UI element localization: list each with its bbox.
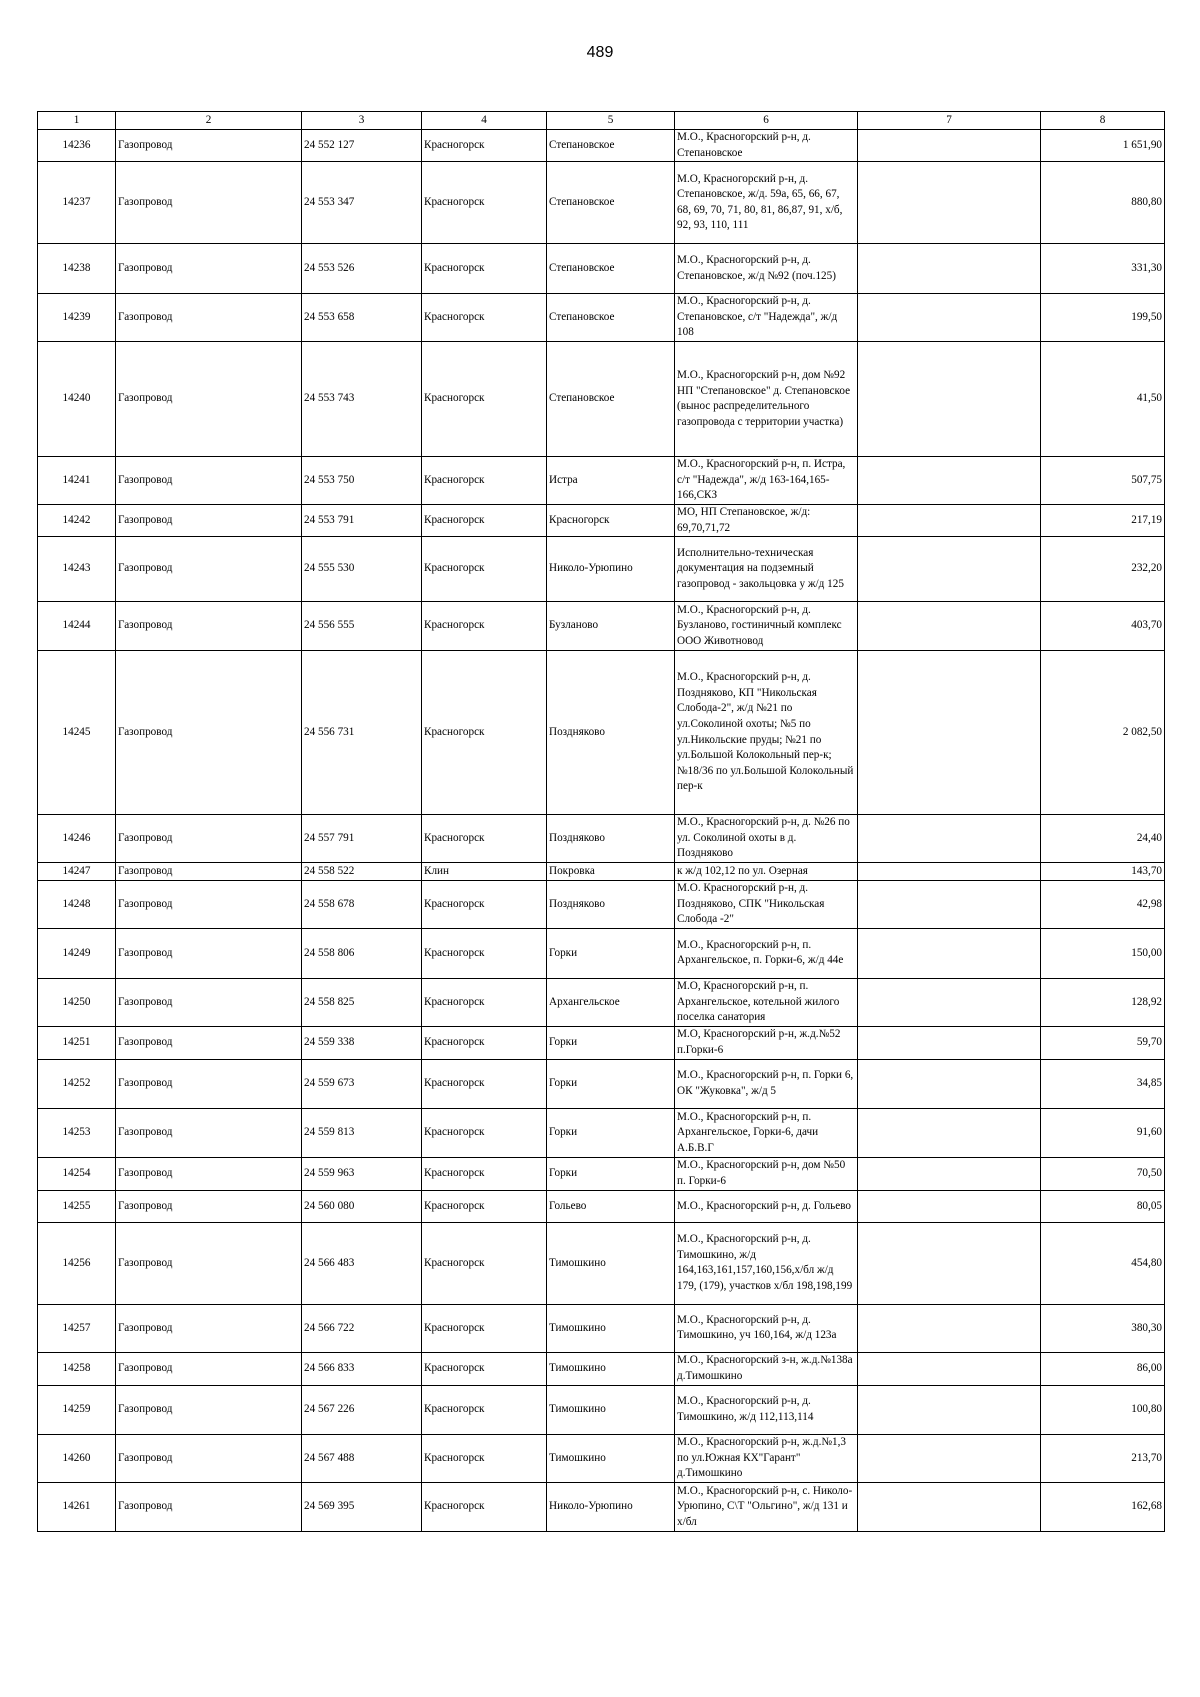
- district-cell: Красногорск: [422, 1482, 547, 1531]
- object-type-cell: Газопровод: [116, 1026, 302, 1059]
- locality-cell: Поздняково: [547, 881, 675, 929]
- note-cell: [858, 457, 1041, 505]
- value-cell: 128,92: [1041, 978, 1165, 1026]
- table-row: [38, 815, 1165, 863]
- object-type-cell: Газопровод: [116, 978, 302, 1026]
- locality-cell: Степановское: [547, 294, 675, 342]
- row-number-cell: 14261: [38, 1482, 116, 1531]
- object-code-cell: 24 558 806: [302, 928, 422, 978]
- address-cell: М.О., Красногорский р-н, д. Тимошкино, уч 160,164, ж/д 123а: [675, 1304, 858, 1352]
- value-cell: 380,30: [1041, 1304, 1165, 1352]
- address-cell: М.О., Красногорский р-н, д. Бузланово, гостиничный комплекс ООО Животновод: [675, 602, 858, 651]
- table-row: [38, 504, 1165, 536]
- column-header: 6: [675, 112, 858, 130]
- value-cell: 2 082,50: [1041, 651, 1165, 815]
- row-number-cell: 14255: [38, 1190, 116, 1222]
- table-row: [38, 881, 1165, 929]
- address-cell: М.О., Красногорский р-н, дом №92 НП "Степановское" д. Степановское (вынос распределительного газопровода с территории участка): [675, 342, 858, 457]
- locality-cell: Тимошкино: [547, 1434, 675, 1482]
- row-number-cell: 14243: [38, 537, 116, 602]
- note-cell: [858, 1108, 1041, 1157]
- object-code-cell: 24 560 080: [302, 1190, 422, 1222]
- object-type-cell: Газопровод: [116, 1222, 302, 1304]
- district-cell: Красногорск: [422, 1190, 547, 1222]
- address-cell: М.О., Красногорский р-н, ж.д.№1,3 по ул.Южная КХ"Гарант" д.Тимошкино: [675, 1434, 858, 1482]
- table-row: [38, 651, 1165, 815]
- row-number-cell: 14237: [38, 162, 116, 244]
- row-number-cell: 14242: [38, 504, 116, 536]
- object-code-cell: 24 559 963: [302, 1157, 422, 1190]
- header-row: [38, 112, 1165, 130]
- note-cell: [858, 881, 1041, 929]
- object-type-cell: Газопровод: [116, 1352, 302, 1385]
- row-number-cell: 14253: [38, 1108, 116, 1157]
- district-cell: Красногорск: [422, 130, 547, 162]
- locality-cell: Тимошкино: [547, 1352, 675, 1385]
- address-cell: М.О., Красногорский р-н, д. Степановское, ж/д №92 (поч.125): [675, 244, 858, 294]
- note-cell: [858, 1352, 1041, 1385]
- locality-cell: Архангельское: [547, 978, 675, 1026]
- table-row: [38, 1385, 1165, 1434]
- address-cell: М.О, Красногорский р-н, п. Архангельское, котельной жилого поселка санатория: [675, 978, 858, 1026]
- table-row: [38, 602, 1165, 651]
- table-row: [38, 294, 1165, 342]
- value-cell: 91,60: [1041, 1108, 1165, 1157]
- address-cell: М.О., Красногорский р-н, с. Николо-Урюпино, С\Т "Ольгино", ж/д 131 и х/бл: [675, 1482, 858, 1531]
- object-code-cell: 24 553 658: [302, 294, 422, 342]
- value-cell: 80,05: [1041, 1190, 1165, 1222]
- district-cell: Красногорск: [422, 504, 547, 536]
- value-cell: 199,50: [1041, 294, 1165, 342]
- district-cell: Красногорск: [422, 1222, 547, 1304]
- object-code-cell: 24 567 226: [302, 1385, 422, 1434]
- object-code-cell: 24 559 813: [302, 1108, 422, 1157]
- address-cell: к ж/д 102,12 по ул. Озерная: [675, 863, 858, 881]
- note-cell: [858, 1304, 1041, 1352]
- locality-cell: Тимошкино: [547, 1222, 675, 1304]
- row-number-cell: 14239: [38, 294, 116, 342]
- note-cell: [858, 130, 1041, 162]
- table-row: [38, 978, 1165, 1026]
- object-type-cell: Газопровод: [116, 162, 302, 244]
- address-cell: М.О., Красногорский р-н, д. Тимошкино, ж/д 164,163,161,157,160,156,х/бл ж/д 179, (179), участков х/бл 198,198,199: [675, 1222, 858, 1304]
- object-type-cell: Газопровод: [116, 537, 302, 602]
- address-cell: М.О., Красногорский р-н, д. Тимошкино, ж/д 112,113,114: [675, 1385, 858, 1434]
- address-cell: М.О. Красногорский р-н, д. Поздняково, СПК "Никольская Слобода -2": [675, 881, 858, 929]
- value-cell: 70,50: [1041, 1157, 1165, 1190]
- object-code-cell: 24 558 825: [302, 978, 422, 1026]
- page-number: 489: [586, 44, 614, 61]
- object-code-cell: 24 556 731: [302, 651, 422, 815]
- table-row: [38, 1026, 1165, 1059]
- object-type-cell: Газопровод: [116, 863, 302, 881]
- registry-table: [37, 111, 1165, 1532]
- table-row: [38, 1304, 1165, 1352]
- note-cell: [858, 928, 1041, 978]
- column-header: 1: [38, 112, 116, 130]
- row-number-cell: 14241: [38, 457, 116, 505]
- object-code-cell: 24 553 750: [302, 457, 422, 505]
- value-cell: 162,68: [1041, 1482, 1165, 1531]
- table-row: [38, 244, 1165, 294]
- district-cell: Красногорск: [422, 244, 547, 294]
- note-cell: [858, 1026, 1041, 1059]
- note-cell: [858, 1434, 1041, 1482]
- note-cell: [858, 504, 1041, 536]
- value-cell: 507,75: [1041, 457, 1165, 505]
- district-cell: Красногорск: [422, 1304, 547, 1352]
- object-type-cell: Газопровод: [116, 244, 302, 294]
- table-row: [38, 1352, 1165, 1385]
- row-number-cell: 14250: [38, 978, 116, 1026]
- value-cell: 24,40: [1041, 815, 1165, 863]
- note-cell: [858, 863, 1041, 881]
- object-type-cell: Газопровод: [116, 1108, 302, 1157]
- table-row: [38, 1190, 1165, 1222]
- object-code-cell: 24 569 395: [302, 1482, 422, 1531]
- note-cell: [858, 1482, 1041, 1531]
- table-row: [38, 1108, 1165, 1157]
- value-cell: 150,00: [1041, 928, 1165, 978]
- object-type-cell: Газопровод: [116, 928, 302, 978]
- locality-cell: Бузланово: [547, 602, 675, 651]
- object-type-cell: Газопровод: [116, 1304, 302, 1352]
- table-body: [38, 130, 1165, 1532]
- district-cell: Красногорск: [422, 815, 547, 863]
- value-cell: 454,80: [1041, 1222, 1165, 1304]
- note-cell: [858, 162, 1041, 244]
- row-number-cell: 14236: [38, 130, 116, 162]
- object-type-cell: Газопровод: [116, 602, 302, 651]
- address-cell: М.О., Красногорский р-н, п. Горки 6, ОК "Жуковка", ж/д 5: [675, 1059, 858, 1108]
- object-code-cell: 24 566 833: [302, 1352, 422, 1385]
- district-cell: Красногорск: [422, 928, 547, 978]
- locality-cell: Тимошкино: [547, 1304, 675, 1352]
- district-cell: Красногорск: [422, 294, 547, 342]
- value-cell: 213,70: [1041, 1434, 1165, 1482]
- object-type-cell: Газопровод: [116, 504, 302, 536]
- district-cell: Красногорск: [422, 651, 547, 815]
- row-number-cell: 14244: [38, 602, 116, 651]
- object-type-cell: Газопровод: [116, 342, 302, 457]
- table-row: [38, 1222, 1165, 1304]
- note-cell: [858, 978, 1041, 1026]
- district-cell: Красногорск: [422, 1352, 547, 1385]
- row-number-cell: 14246: [38, 815, 116, 863]
- district-cell: Красногорск: [422, 1157, 547, 1190]
- object-code-cell: 24 566 483: [302, 1222, 422, 1304]
- district-cell: Клин: [422, 863, 547, 881]
- row-number-cell: 14259: [38, 1385, 116, 1434]
- row-number-cell: 14258: [38, 1352, 116, 1385]
- object-code-cell: 24 553 347: [302, 162, 422, 244]
- object-code-cell: 24 555 530: [302, 537, 422, 602]
- row-number-cell: 14254: [38, 1157, 116, 1190]
- district-cell: Красногорск: [422, 1026, 547, 1059]
- address-cell: М.О., Красногорский р-н, д. Поздняково, КП "Никольская Слобода-2", ж/д №21 по ул.Соколиной охоты; №5 по ул.Никольские пруды; №21 по ул.Большой Колокольный пер-к; №18/36 по ул.Большой Колокольный пер-к: [675, 651, 858, 815]
- locality-cell: Николо-Урюпино: [547, 537, 675, 602]
- address-cell: М.О., Красногорский р-н, п. Архангельское, Горки-6, дачи А.Б.В.Г: [675, 1108, 858, 1157]
- object-code-cell: 24 553 743: [302, 342, 422, 457]
- note-cell: [858, 1222, 1041, 1304]
- table-row: [38, 342, 1165, 457]
- note-cell: [858, 602, 1041, 651]
- row-number-cell: 14249: [38, 928, 116, 978]
- locality-cell: Горки: [547, 1026, 675, 1059]
- object-type-cell: Газопровод: [116, 1482, 302, 1531]
- address-cell: М.О., Красногорский р-н, д. Степановское, с/т "Надежда", ж/д 108: [675, 294, 858, 342]
- column-header: 8: [1041, 112, 1165, 130]
- value-cell: 42,98: [1041, 881, 1165, 929]
- object-code-cell: 24 558 678: [302, 881, 422, 929]
- value-cell: 100,80: [1041, 1385, 1165, 1434]
- address-cell: МО, НП Степановское, ж/д: 69,70,71,72: [675, 504, 858, 536]
- table-row: [38, 162, 1165, 244]
- row-number-cell: 14251: [38, 1026, 116, 1059]
- address-cell: Исполнительно-техническая документация на подземный газопровод - закольцовка у ж/д 125: [675, 537, 858, 602]
- locality-cell: Горки: [547, 928, 675, 978]
- object-type-cell: Газопровод: [116, 1157, 302, 1190]
- locality-cell: Гольево: [547, 1190, 675, 1222]
- object-type-cell: Газопровод: [116, 1434, 302, 1482]
- value-cell: 1 651,90: [1041, 130, 1165, 162]
- locality-cell: Покровка: [547, 863, 675, 881]
- table-row: [38, 537, 1165, 602]
- locality-cell: Поздняково: [547, 815, 675, 863]
- column-header: 3: [302, 112, 422, 130]
- table-row: [38, 863, 1165, 881]
- address-cell: М.О., Красногорский р-н, п. Архангельское, п. Горки-6, ж/д 44е: [675, 928, 858, 978]
- object-code-cell: 24 556 555: [302, 602, 422, 651]
- object-code-cell: 24 552 127: [302, 130, 422, 162]
- district-cell: Красногорск: [422, 881, 547, 929]
- district-cell: Красногорск: [422, 1434, 547, 1482]
- locality-cell: Степановское: [547, 244, 675, 294]
- column-header: 4: [422, 112, 547, 130]
- address-cell: М.О., Красногорский р-н, д. Степановское: [675, 130, 858, 162]
- table-row: [38, 1434, 1165, 1482]
- table-row: [38, 1059, 1165, 1108]
- value-cell: 331,30: [1041, 244, 1165, 294]
- value-cell: 59,70: [1041, 1026, 1165, 1059]
- locality-cell: Красногорск: [547, 504, 675, 536]
- object-code-cell: 24 553 526: [302, 244, 422, 294]
- row-number-cell: 14260: [38, 1434, 116, 1482]
- object-type-cell: Газопровод: [116, 1059, 302, 1108]
- value-cell: 880,80: [1041, 162, 1165, 244]
- object-code-cell: 24 559 673: [302, 1059, 422, 1108]
- column-header: 2: [116, 112, 302, 130]
- note-cell: [858, 1059, 1041, 1108]
- row-number-cell: 14238: [38, 244, 116, 294]
- address-cell: М.О., Красногорский р-н, п. Истра, с/т "Надежда", ж/д 163-164,165-166,СКЗ: [675, 457, 858, 505]
- row-number-cell: 14240: [38, 342, 116, 457]
- table-row: [38, 457, 1165, 505]
- district-cell: Красногорск: [422, 978, 547, 1026]
- object-type-cell: Газопровод: [116, 651, 302, 815]
- locality-cell: Горки: [547, 1108, 675, 1157]
- locality-cell: Степановское: [547, 342, 675, 457]
- value-cell: 403,70: [1041, 602, 1165, 651]
- object-type-cell: Газопровод: [116, 130, 302, 162]
- district-cell: Красногорск: [422, 602, 547, 651]
- note-cell: [858, 1157, 1041, 1190]
- district-cell: Красногорск: [422, 342, 547, 457]
- district-cell: Красногорск: [422, 1059, 547, 1108]
- row-number-cell: 14247: [38, 863, 116, 881]
- locality-cell: Истра: [547, 457, 675, 505]
- object-code-cell: 24 557 791: [302, 815, 422, 863]
- row-number-cell: 14256: [38, 1222, 116, 1304]
- object-code-cell: 24 558 522: [302, 863, 422, 881]
- locality-cell: Тимошкино: [547, 1385, 675, 1434]
- locality-cell: Степановское: [547, 162, 675, 244]
- row-number-cell: 14257: [38, 1304, 116, 1352]
- row-number-cell: 14252: [38, 1059, 116, 1108]
- district-cell: Красногорск: [422, 162, 547, 244]
- object-code-cell: 24 566 722: [302, 1304, 422, 1352]
- object-type-cell: Газопровод: [116, 815, 302, 863]
- address-cell: М.О., Красногорский р-н, д. Гольево: [675, 1190, 858, 1222]
- value-cell: 86,00: [1041, 1352, 1165, 1385]
- table-row: [38, 1157, 1165, 1190]
- object-type-cell: Газопровод: [116, 457, 302, 505]
- table-row: [38, 130, 1165, 162]
- row-number-cell: 14248: [38, 881, 116, 929]
- note-cell: [858, 294, 1041, 342]
- address-cell: М.О., Красногорский р-н, д. №26 по ул. Соколиной охоты в д. Поздняково: [675, 815, 858, 863]
- locality-cell: Горки: [547, 1059, 675, 1108]
- object-code-cell: 24 559 338: [302, 1026, 422, 1059]
- object-type-cell: Газопровод: [116, 1385, 302, 1434]
- note-cell: [858, 815, 1041, 863]
- row-number-cell: 14245: [38, 651, 116, 815]
- locality-cell: Степановское: [547, 130, 675, 162]
- locality-cell: Поздняково: [547, 651, 675, 815]
- district-cell: Красногорск: [422, 457, 547, 505]
- address-cell: М.О., Красногорский з-н, ж.д.№138а д.Тимошкино: [675, 1352, 858, 1385]
- object-code-cell: 24 553 791: [302, 504, 422, 536]
- note-cell: [858, 651, 1041, 815]
- column-header: 7: [858, 112, 1041, 130]
- value-cell: 232,20: [1041, 537, 1165, 602]
- locality-cell: Николо-Урюпино: [547, 1482, 675, 1531]
- note-cell: [858, 342, 1041, 457]
- address-cell: М.О, Красногорский р-н, ж.д.№52 п.Горки-6: [675, 1026, 858, 1059]
- district-cell: Красногорск: [422, 1108, 547, 1157]
- locality-cell: Горки: [547, 1157, 675, 1190]
- note-cell: [858, 244, 1041, 294]
- value-cell: 143,70: [1041, 863, 1165, 881]
- value-cell: 217,19: [1041, 504, 1165, 536]
- address-cell: М.О., Красногорский р-н, дом №50 п. Горки-6: [675, 1157, 858, 1190]
- value-cell: 41,50: [1041, 342, 1165, 457]
- object-type-cell: Газопровод: [116, 1190, 302, 1222]
- table-row: [38, 928, 1165, 978]
- column-header: 5: [547, 112, 675, 130]
- value-cell: 34,85: [1041, 1059, 1165, 1108]
- table-row: [38, 1482, 1165, 1531]
- note-cell: [858, 1385, 1041, 1434]
- district-cell: Красногорск: [422, 1385, 547, 1434]
- object-code-cell: 24 567 488: [302, 1434, 422, 1482]
- object-type-cell: Газопровод: [116, 294, 302, 342]
- note-cell: [858, 1190, 1041, 1222]
- object-type-cell: Газопровод: [116, 881, 302, 929]
- note-cell: [858, 537, 1041, 602]
- address-cell: М.О, Красногорский р-н, д. Степановское, ж/д. 59а, 65, 66, 67, 68, 69, 70, 71, 80, 81, 86,87, 91, х/б, 92, 93, 110, 111: [675, 162, 858, 244]
- district-cell: Красногорск: [422, 537, 547, 602]
